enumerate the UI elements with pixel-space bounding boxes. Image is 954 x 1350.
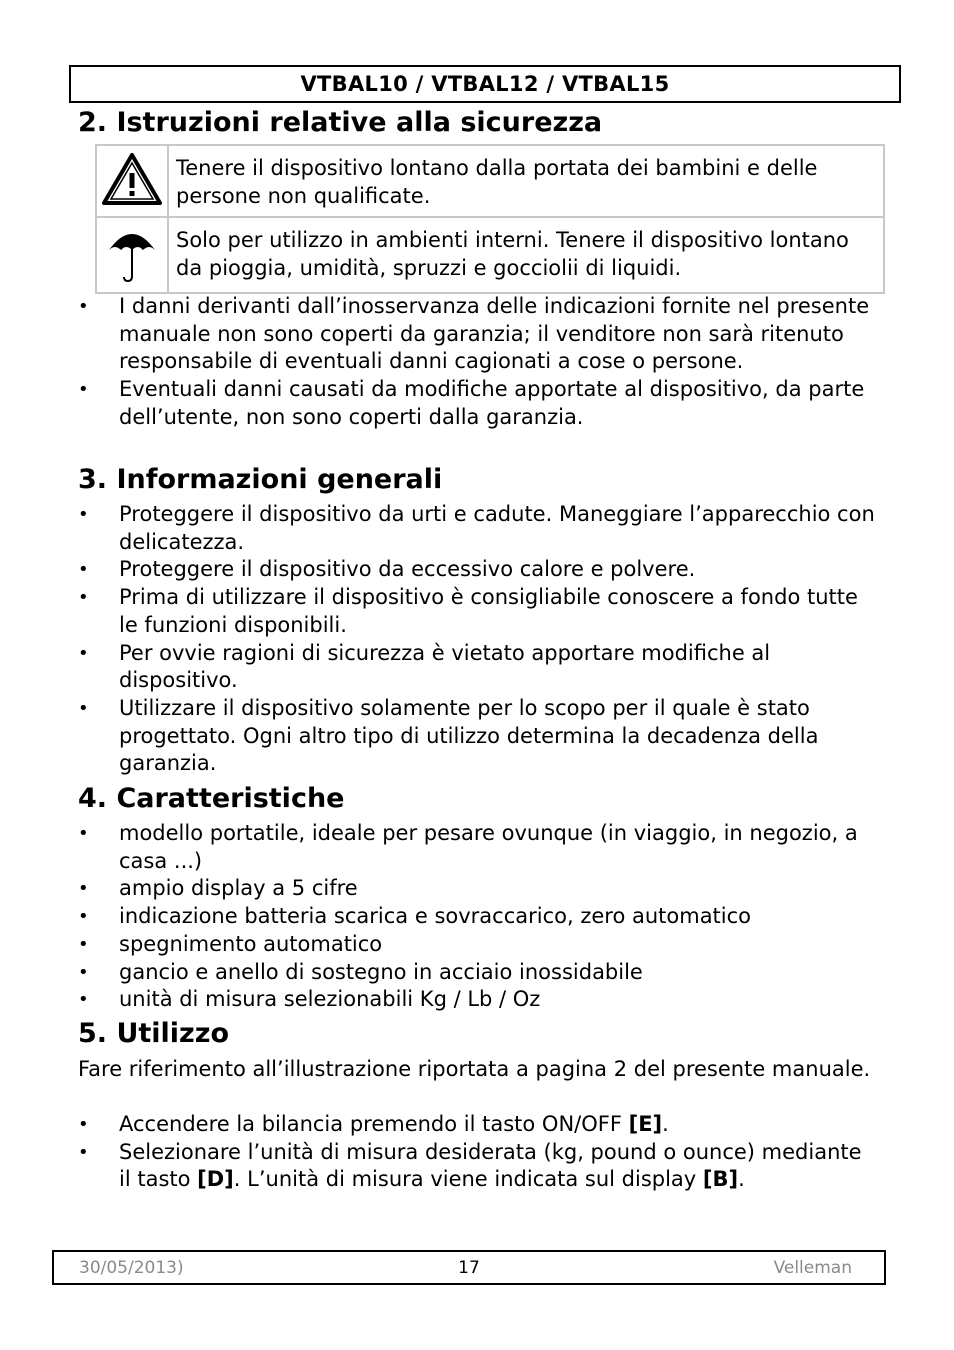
section-3-bullets [78, 501, 878, 778]
list-item: • gancio e anello di sostegno in acciaio inossidabile [78, 959, 878, 987]
list-item: • Utilizzare il dispositivo solamente per lo scopo per il quale è stato progettato. Ogni altro tipo di utilizzo determina la decadenza della garanzia. [78, 695, 878, 778]
list-item [78, 1111, 878, 1139]
section-2-bullets [78, 293, 878, 432]
footer-brand: Velleman [773, 1258, 852, 1278]
bullet-text: Selezionare l’unità di misura desiderata (kg, pound o ounce) mediante il tasto [119, 1139, 862, 1192]
safety-row [96, 217, 884, 293]
bullet-text: Accendere la bilancia premendo il tasto ON/OFF [119, 1112, 629, 1136]
section-2-title: 2. Istruzioni relative alla sicurezza [78, 107, 603, 138]
list-item: • Per ovvie ragioni di sicurezza è vietato apportare modifiche al dispositivo. [78, 640, 878, 695]
list-item: • modello portatile, ideale per pesare ovunque (in viaggio, in negozio, a casa ...) [78, 820, 878, 875]
section-4-title: 4. Caratteristiche [78, 783, 345, 814]
key-label: [B] [702, 1167, 739, 1192]
section-5-bullets [78, 1111, 878, 1194]
list-item: • Eventuali danni causati da modifiche apportate al dispositivo, da parte dell’utente, non sono coperti dalla garanzia. [78, 376, 878, 431]
page-number: 17 [458, 1258, 480, 1278]
safety-row [96, 145, 884, 217]
list-item: • unità di misura selezionabili Kg / Lb / Oz [78, 986, 878, 1014]
list-item: • Proteggere il dispositivo da eccessivo calore e polvere. [78, 556, 878, 584]
safety-icon-cell [96, 145, 168, 217]
document-header [69, 65, 901, 103]
list-item: • indicazione batteria scarica e sovraccarico, zero automatico [78, 903, 878, 931]
list-item: • ampio display a 5 cifre [78, 875, 878, 903]
list-item: • I danni derivanti dall’inosservanza delle indicazioni fornite nel presente manuale non sono coperti da garanzia; il venditore non sarà ritenuto responsabile di eventuali danni cagionati a cose o persone. [78, 293, 878, 376]
safety-icon-cell [96, 217, 168, 293]
umbrella-icon [105, 222, 159, 284]
list-item: • Prima di utilizzare il dispositivo è consigliabile conoscere a fondo tutte le funzioni disponibili. [78, 584, 878, 639]
warning-triangle-icon [101, 152, 163, 206]
page-footer [52, 1250, 886, 1285]
footer-date: 30/05/2013) [79, 1258, 184, 1278]
model-names: VTBAL10 / VTBAL12 / VTBAL15 [300, 72, 670, 96]
bullet-text: . [662, 1112, 669, 1136]
safety-text: Tenere il dispositivo lontano dalla portata dei bambini e delle persone non qualificate. [168, 145, 884, 217]
list-item: • Proteggere il dispositivo da urti e cadute. Maneggiare l’apparecchio con delicatezza. [78, 501, 878, 556]
bullet-text: . L’unità di misura viene indicata sul display [233, 1167, 703, 1192]
section-5-intro: Fare riferimento all’illustrazione riportata a pagina 2 del presente manuale. [78, 1057, 871, 1081]
list-item [78, 1139, 878, 1194]
list-item: • spegnimento automatico [78, 931, 878, 959]
section-4-bullets [78, 820, 878, 1014]
section-5-title: 5. Utilizzo [78, 1018, 230, 1049]
bullet-text: . [738, 1167, 745, 1192]
key-label: [D] [197, 1167, 234, 1192]
safety-table [95, 144, 885, 294]
section-3-title: 3. Informazioni generali [78, 464, 443, 495]
safety-text: Solo per utilizzo in ambienti interni. Tenere il dispositivo lontano da pioggia, umidità, spruzzi e gocciolii di liquidi. [168, 217, 884, 293]
key-label: [E] [628, 1112, 663, 1136]
